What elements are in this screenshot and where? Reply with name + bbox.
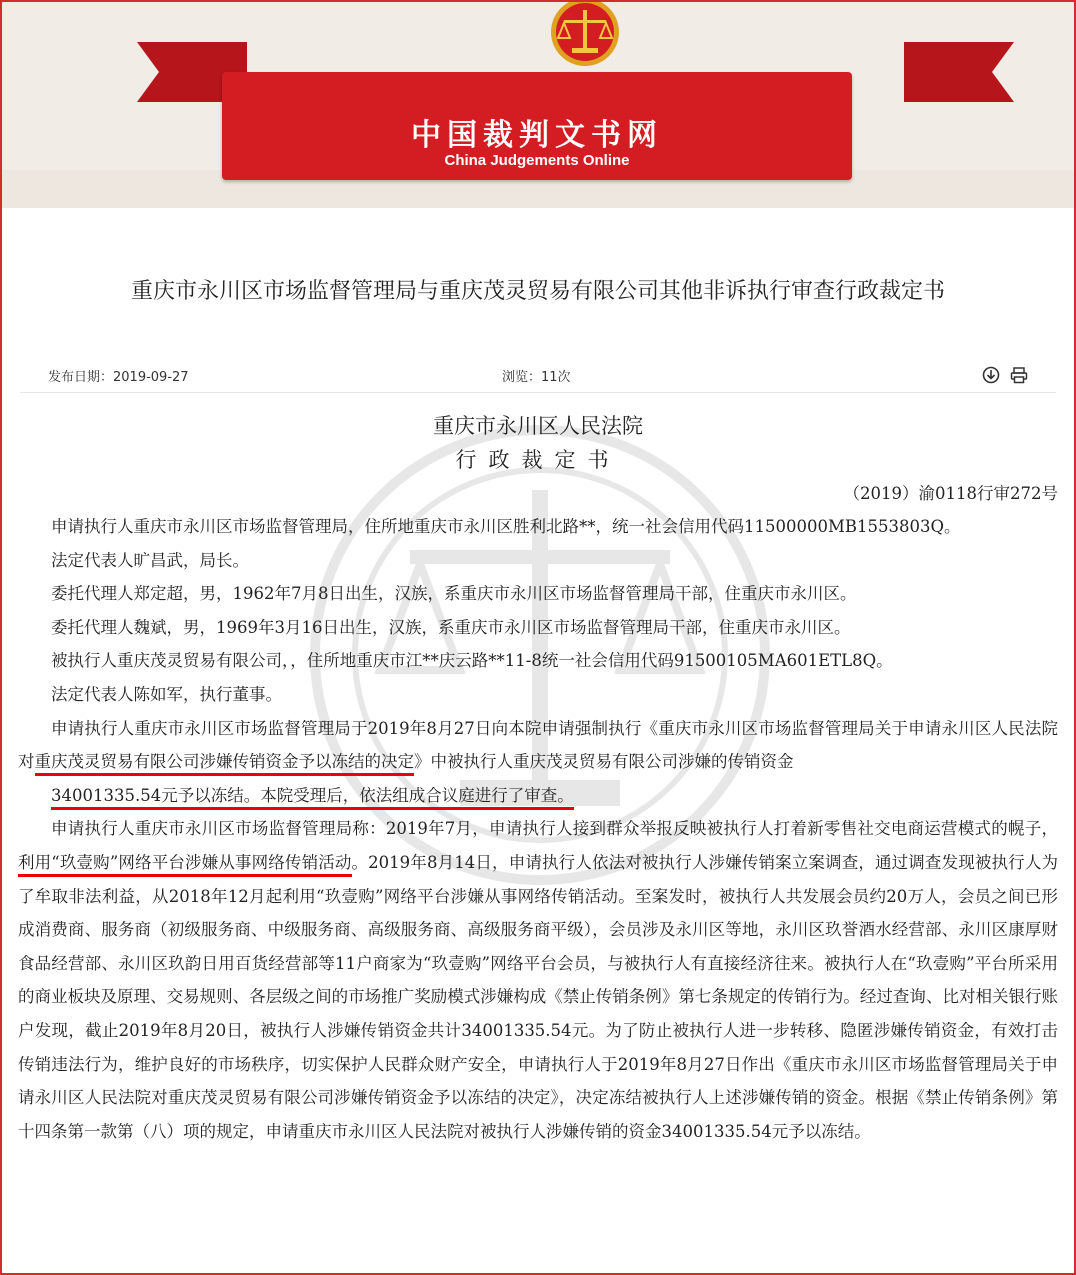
court-emblem-icon <box>542 2 628 74</box>
paragraph: 被执行人重庆茂灵贸易有限公司，，住所地重庆市江**庆云路**11-8统一社会信用代码91500105MA601ETL8Q。 <box>51 651 893 671</box>
text-run: 申请执行人重庆市永川区市场监督管理局于2019年8月27日向本院申请强制执行《重庆市永川区市场监督管理局关于申请永川区人民法院对 <box>18 718 1058 772</box>
text-run: 》中被执行人重庆茂灵贸易有限公司涉嫌的传销资金 <box>414 752 794 772</box>
print-icon[interactable] <box>1010 366 1028 384</box>
text-run: 。2019年8月14日，申请执行人依法对被执行人涉嫌传销案立案调查，通过调查发现被执行人为了牟取非法利益，从2018年12月起利用“玖壹购”网络平台涉嫌从事网络传销活动。至案发时，被执行人共发展会员约20万人，会员之间已形成消费商、服务商（初级服务商、中级服务商、高级服务商、高级服务商平级），会员涉及永川区等地，永川区玖誉酒水经营部、永川区康厚财食品经营部、永川区玖韵日用百货经营部等11户商家为“玖壹购”网络平台会员，与被执行人有直接经济往来。被执行人在“玖壹购”平台所采用的商业板块及原理、交易规则、各层级之间的市场推广奖励模式涉嫌构成《禁止传销条例》第七条规定的传销行为。经过查询、比对相关银行账户发现，截止2019年8月20日，被执行人涉嫌传销资金共计34001335.54元。为了防止被执行人进一步转移、隐匿涉嫌传销资金，有效打击传销违法行为，维护良好的市场秩序，切实保护人民群众财产安全，申请执行人于2019年8月27日作出《重庆市永川区市场监督管理局关于申请永川区人民法院对重庆茂灵贸易有限公司涉嫌传销资金予以冻结的决定》，决定冻结被执行人上述涉嫌传销的资金。根据《禁止传销条例》第十四条第一款第（八）项的规定，申请重庆市永川区人民法院对被执行人涉嫌传销的资金34001335.54元予以冻结。 <box>18 852 1058 1141</box>
view-count: 浏览：11次 <box>502 370 571 385</box>
document-type: 行政裁定书 <box>455 448 621 472</box>
paragraph: 申请执行人重庆市永川区市场监督管理局，住所地重庆市永川区胜利北路**，统一社会信用代码11500000MB1553803Q。 <box>51 517 961 536</box>
publish-date: 发布日期：2019-09-27 <box>48 370 189 385</box>
site-header <box>2 2 1074 208</box>
paragraph: 委托代理人郑定超，男，1962年7月8日出生，汉族，系重庆市永川区市场监督管理局干部，住重庆市永川区。 <box>51 584 857 604</box>
underlined-text: 34001335.54元予以冻结。本院受理后，依法组成合议庭进行了审查。 <box>51 786 574 810</box>
underlined-text: 利用“玖壹购”网络平台涉嫌从事网络传销活动 <box>18 853 352 877</box>
underlined-text: 重庆茂灵贸易有限公司涉嫌传销资金予以冻结的决定 <box>35 752 415 776</box>
case-number: （2019）渝0118行审272号 <box>843 484 1058 503</box>
court-name: 重庆市永川区人民法院 <box>433 414 643 438</box>
text-run: 申请执行人重庆市永川区市场监督管理局称：2019年7月，申请执行人接到群众举报反映被执行人打着新零售社交电商运营模式的幌子， <box>51 819 1058 839</box>
download-icon[interactable] <box>982 366 1000 384</box>
document-body <box>18 510 1058 1148</box>
document-title: 重庆市永川区市场监督管理局与重庆茂灵贸易有限公司其他非诉执行审查行政裁定书 <box>130 279 945 304</box>
paragraph <box>18 779 1058 813</box>
divider <box>20 392 1056 393</box>
paragraph <box>18 812 1058 1148</box>
paragraph <box>18 712 1058 779</box>
paragraph: 委托代理人魏斌，男，1969年3月16日出生，汉族，系重庆市永川区市场监督管理局干部，住重庆市永川区。 <box>51 617 851 637</box>
paragraph: 法定代表人旷昌武，局长。 <box>51 550 249 570</box>
site-name-cn: 中国裁判文书网 <box>411 118 663 153</box>
site-name-en: China Judgements Online <box>444 152 630 169</box>
ribbon-right <box>904 42 1014 102</box>
paragraph: 法定代表人陈如军，执行董事。 <box>51 684 282 704</box>
document-toolbar <box>982 366 1028 384</box>
